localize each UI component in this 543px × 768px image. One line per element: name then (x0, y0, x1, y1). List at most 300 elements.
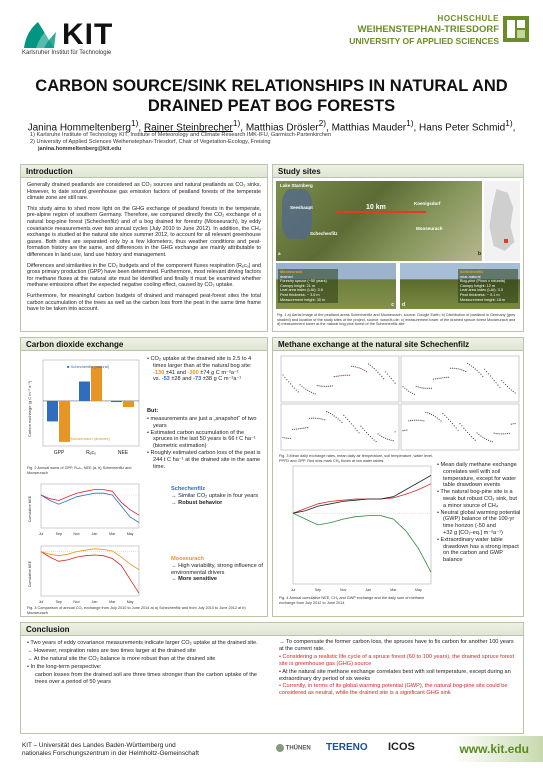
data-point (402, 386, 403, 387)
data-point (427, 388, 428, 389)
data-point (391, 378, 392, 379)
header (0, 0, 543, 66)
data-point (478, 434, 479, 435)
germany-shape (488, 189, 516, 251)
data-point (395, 431, 396, 432)
data-point (440, 420, 441, 421)
data-point (475, 440, 476, 441)
data-point (418, 386, 419, 387)
aerial-image (276, 181, 482, 261)
data-point (358, 367, 359, 368)
data-point (345, 375, 346, 376)
data-point (442, 377, 443, 378)
data-point (307, 427, 308, 428)
data-point (294, 388, 295, 389)
title-line-2: DRAINED PEAT BOG FORESTS (147, 97, 396, 115)
contact-email[interactable]: janina.hommeltenberg@kit.edu (38, 146, 122, 152)
data-point (486, 371, 487, 372)
y-axis-label: Cumulative NEE (28, 560, 32, 588)
methane-bullet: • Extraordinary water table drawdown has a strong impact on the carbon and GWP balance (443, 537, 521, 564)
data-point (292, 429, 293, 430)
data-point (484, 438, 485, 439)
data-point (393, 440, 394, 441)
co2-bullet: • measurements are just a „snapshot“ of two years (153, 416, 265, 430)
schechenfilz-info-line: Leaf area index (LAI): 3.3 (460, 288, 503, 293)
conclusion-item: • Currently, in terms of its global warming potential (GWP), the natural bog-pine site could be considered as neutral, while the drained site is a significant GHG sink (279, 683, 508, 697)
data-point (507, 386, 508, 387)
data-point (505, 384, 506, 385)
footer (0, 736, 543, 768)
data-point (473, 438, 474, 439)
data-point (389, 439, 390, 440)
figure-4-caption: Fig. 4 Annual cumulative NEE, CH₄ and GWP exchange and the daily sum of methane exchange from July 2012 to June 2014 (279, 596, 425, 605)
value-unit: ±38 g C m⁻²a⁻¹ (201, 376, 242, 383)
intro-paragraph-1: Generally drained peatlands are considered as CO₂ sources and natural peatlands as CO₂ sinks. However, to date sound greenhouse gas emission factors of peatland forests of the temperate climate zone are still rare. (27, 182, 261, 202)
data-point (501, 380, 502, 381)
mooseurach-info-line: Peat thickness: ~ 3.6 m (280, 292, 320, 297)
data-point (414, 394, 415, 395)
data-point (315, 418, 316, 419)
data-point (282, 437, 283, 438)
data-point (372, 438, 373, 439)
data-point (349, 375, 350, 376)
data-point (408, 420, 409, 421)
data-point (467, 432, 468, 433)
data-point (499, 387, 500, 388)
data-point (334, 415, 335, 416)
data-point (501, 433, 502, 434)
data-point (437, 417, 438, 418)
data-point (490, 375, 491, 376)
data-point (439, 378, 440, 379)
data-point (433, 415, 434, 416)
data-point (330, 413, 331, 414)
x-tick-label: Rₑcₒ (86, 450, 96, 456)
x-tick-label: Mar (109, 532, 116, 536)
data-point (368, 434, 369, 435)
data-point (496, 433, 497, 434)
y-axis-label: Carbon exchange (g C m⁻² a⁻¹) (27, 380, 32, 438)
hswt-logo (289, 14, 529, 54)
data-point (494, 433, 495, 434)
data-point (376, 370, 377, 371)
data-point (458, 368, 459, 369)
scale-label: 10 km (366, 204, 386, 211)
data-point (300, 428, 301, 429)
data-point (492, 441, 493, 442)
timeseries-panel (401, 404, 519, 450)
legend-schechenfilz: ■ Schechenfilz (natural) (67, 364, 110, 369)
data-point (385, 438, 386, 439)
data-point (328, 386, 329, 387)
bar (123, 401, 134, 407)
data-point (490, 441, 491, 442)
data-point (313, 393, 314, 394)
schechenfilz-info-line: near-natural (460, 274, 481, 279)
data-point (379, 374, 380, 375)
data-point (379, 435, 380, 436)
data-point (343, 415, 344, 416)
x-tick-label: Sep (314, 588, 322, 592)
mooseurach-info (278, 269, 338, 303)
data-point (385, 371, 386, 372)
data-point (387, 439, 388, 440)
x-tick-label: NEE (117, 450, 129, 456)
x-tick-label: Jan (91, 532, 98, 536)
x-tick-label: Nov (73, 600, 80, 604)
data-point (376, 441, 377, 442)
data-point (402, 430, 403, 431)
conclusion-item: • In the long-term perspective: (27, 663, 102, 670)
data-point (353, 366, 354, 367)
co2-exchange-panel (20, 337, 268, 617)
data-point (515, 392, 516, 393)
data-point (298, 428, 299, 429)
x-tick-label: May (415, 588, 422, 592)
conclusion-item: → To compensate the former carbon loss, the spruces have to fix carbon for another 100 years at the current rate. (279, 639, 514, 652)
data-point (320, 418, 321, 419)
data-point (421, 420, 422, 421)
data-point (469, 364, 470, 365)
conclusion-item: → However, respiration rates are two times larger at the drained site (27, 647, 196, 654)
x-tick-label: GPP (53, 450, 65, 456)
co2-bullet: • Roughly estimated carbon loss of the peat is 244 t C ha⁻¹ at the drained site in the same time. (153, 450, 265, 470)
methane-findings-list (437, 462, 521, 564)
data-point (496, 382, 497, 383)
thuenen-logo (276, 744, 311, 752)
title-line-1: CARBON SOURCE/SINK RELATIONSHIPS IN NATURAL AND (35, 77, 508, 95)
data-point (477, 370, 478, 371)
bar (91, 366, 102, 401)
data-point (452, 423, 453, 424)
schechenfilz-title: Schechenfilz (171, 486, 206, 492)
data-point (301, 428, 302, 429)
co2-bullet (150, 356, 265, 383)
data-point (336, 376, 337, 377)
mooseurach-info-line: Canopy height: 21 m (280, 283, 316, 288)
data-point (494, 380, 495, 381)
tereno-logo: TERENO (326, 742, 368, 753)
data-point (410, 420, 411, 421)
data-point (324, 386, 325, 387)
data-point (471, 365, 472, 366)
data-point (440, 378, 441, 379)
affiliation-2: 2) University of Applied Sciences Weihenstephan-Triesdorf, Chair of Vegetation-Ecology, Freising (30, 139, 271, 145)
data-point (284, 437, 285, 438)
schechenfilz-summary (171, 486, 265, 506)
kit-logo-icon (20, 14, 60, 50)
site-label-mooseurach: Mooseurach (416, 226, 443, 231)
data-point (330, 386, 331, 387)
data-point (480, 374, 481, 375)
x-tick-label: May (126, 600, 134, 604)
data-point (503, 433, 504, 434)
x-tick-label: May (126, 532, 134, 536)
data-point (442, 413, 443, 414)
scale-bar (336, 211, 426, 213)
data-point (429, 413, 430, 414)
site-label-schechenfilz: Schechenfilz (310, 231, 338, 236)
data-point (381, 376, 382, 377)
data-point (480, 435, 481, 436)
data-point (288, 438, 289, 439)
kit-wordmark: KIT (62, 18, 114, 51)
author-end: , (512, 122, 516, 134)
data-point (339, 375, 340, 376)
mooseurach-title: Mooseurach (171, 556, 204, 562)
data-point (353, 425, 354, 426)
footer-line-2: nationales Forschungszentrum in der Helmholtz-Gemeinschaft (22, 750, 199, 757)
data-point (284, 377, 285, 378)
intro-paragraph-3: Differences and similarities in the CO₂ budgets and of the component fluxes respiration (Rₑcₒ) and gross primary production (GPP) have been determined. Furthermore, most relevant driving factors for methane fluxes at the natural site must be identified and finally it must be examined whether methane emissions offset the expected negative cooling effect, caused by CO₂ uptake. (27, 262, 261, 289)
data-point (307, 390, 308, 391)
data-point (309, 391, 310, 392)
conclusion-item: carbon losses from the drained soil are three times stronger than the carbon uptake of the trees over a period of 50 years (35, 671, 258, 685)
data-point (381, 436, 382, 437)
figure-2-caption: Fig. 2 Annual sums of GPP, Rₑcₒ, NEE (a, b) Schechenfilz and Mooseurach (27, 466, 132, 475)
data-point (429, 388, 430, 389)
data-point (322, 386, 323, 387)
lake-label: Lake Starnberg (280, 183, 313, 188)
data-point (309, 418, 310, 419)
x-tick-label: Sep (55, 532, 63, 536)
icos-logo: ICOS (388, 741, 415, 753)
data-point (416, 386, 417, 387)
x-tick-label: Nov (73, 532, 80, 536)
study-map (276, 181, 520, 309)
data-point (336, 417, 337, 418)
data-point (444, 415, 445, 416)
x-tick-label: Nov (339, 588, 347, 592)
data-point (461, 369, 462, 370)
data-point (377, 372, 378, 373)
data-point (338, 376, 339, 377)
co2-heading: Carbon dioxide exchange (21, 338, 267, 351)
mooseurach-photo (276, 263, 396, 309)
hswt-mark-icon (503, 16, 529, 42)
bar (47, 401, 58, 421)
data-point (383, 437, 384, 438)
data-point (360, 368, 361, 369)
data-point (303, 428, 304, 429)
data-point (294, 429, 295, 430)
panel-tag-c: c (391, 302, 394, 308)
value-mooseurach-2: -300 (187, 369, 199, 376)
conclusion-right-column (279, 639, 519, 698)
data-point (511, 424, 512, 425)
value-unit: ±74 g C m⁻²a⁻¹ (198, 369, 239, 376)
schechenfilz-point-2: → Robust behavior (171, 499, 223, 506)
data-point (351, 423, 352, 424)
x-tick-label: Jul (290, 588, 296, 592)
hswt-line2: WEIHENSTEPHAN-TRIESDORF (357, 24, 499, 35)
data-point (387, 373, 388, 374)
co2-but-label: But: (147, 408, 159, 414)
value-schechenfilz-2: -73 (193, 376, 202, 383)
value-mooseurach-1: -130 (153, 369, 165, 376)
mooseurach-point-2: → More sensitive (171, 576, 218, 583)
data-point (425, 388, 426, 389)
kit-website-link[interactable]: www.kit.edu (459, 742, 529, 756)
data-point (368, 363, 369, 364)
data-point (515, 423, 516, 424)
study-sites-heading: Study sites (273, 165, 523, 178)
data-point (456, 368, 457, 369)
data-point (469, 434, 470, 435)
data-point (374, 439, 375, 440)
data-point (296, 390, 297, 391)
data-point (315, 393, 316, 394)
conclusion-text: In the long-term perspective: (30, 663, 102, 670)
data-point (404, 430, 405, 431)
author-1-sup: 1) (130, 118, 139, 128)
y-axis-label: Cumulative NEE (28, 495, 32, 523)
data-point (317, 418, 318, 419)
data-point (298, 391, 299, 392)
data-point (292, 386, 293, 387)
schechenfilz-info-line: Canopy height: 12 m (460, 283, 496, 288)
conclusion-text: Considering a realistic life cycle of a spruce forest (60 to 100 years), the drained spruce forest site is greenhouse gas (GHG) source (279, 653, 515, 667)
footer-text (22, 742, 199, 758)
data-point (505, 433, 506, 434)
data-point (305, 427, 306, 428)
x-tick-label: Jul (38, 600, 44, 604)
author-2: Rainer Steinbrecher (143, 122, 233, 134)
mooseurach-info-line: Leaf area index (LAI): 3.6 (280, 288, 323, 293)
x-tick-label: Jan (91, 600, 98, 604)
site-label-seeshaupt: Seeshaupt (290, 205, 313, 210)
data-point (345, 417, 346, 418)
methane-bullet: • The natural bog-pine site is a weak but robust CO₂ sink, but a minor source of CH₄ (443, 489, 521, 509)
data-point (423, 388, 424, 389)
germany-map (478, 181, 520, 261)
data-point (450, 368, 451, 369)
data-point (377, 433, 378, 434)
intro-paragraph-4: Furthermore, for meaningful carbon budgets of drained and managed peat-forest sites the total carbon accumulation of the trees as well as the carbon loss from the peat in the same time frame have to be taken into account. (27, 292, 261, 313)
co2-bullet-text: CO₂ uptake at the drained site is 2.5 to 4 times larger than at the natural bog site: (150, 356, 252, 369)
data-point (488, 440, 489, 441)
data-point (360, 426, 361, 427)
data-point (467, 363, 468, 364)
data-point (358, 432, 359, 433)
schechenfilz-photo (400, 263, 520, 309)
data-point (492, 378, 493, 379)
mooseurach-info-line: drained (280, 274, 293, 279)
data-point (322, 419, 323, 420)
data-point (311, 392, 312, 393)
data-point (349, 421, 350, 422)
data-point (326, 411, 327, 412)
data-point (427, 412, 428, 413)
schechenfilz-info-line: Measurement height: 18 m (460, 297, 506, 302)
data-point (420, 420, 421, 421)
author-3: , Matthias Drösler (240, 122, 319, 134)
data-point (364, 370, 365, 371)
data-point (484, 369, 485, 370)
conclusion-text: Two years of eddy covariance measurements indicate larger CO₂ uptake at the drained site. (30, 640, 258, 646)
data-point (326, 386, 327, 387)
value-text: ±41 and (164, 369, 188, 376)
conclusion-left-column (27, 640, 267, 686)
data-point (418, 420, 419, 421)
data-point (420, 387, 421, 388)
data-point (338, 418, 339, 419)
data-point (355, 366, 356, 367)
schechenfilz-info-title: Schechenfilz (460, 270, 484, 274)
cumulative-nee-chart-schechenfilz (25, 480, 143, 538)
data-point (450, 421, 451, 422)
data-point (311, 418, 312, 419)
author-5-sup: 1) (505, 118, 513, 128)
data-point (355, 428, 356, 429)
data-point (454, 425, 455, 426)
data-point (286, 438, 287, 439)
hswt-line3: UNIVERSITY OF APPLIED SCIENCES (349, 36, 499, 46)
data-point (444, 377, 445, 378)
data-point (435, 378, 436, 379)
kit-subtitle: Karlsruher Institut für Technologie (22, 50, 112, 56)
co2-but-list (147, 416, 265, 470)
data-point (339, 420, 340, 421)
plot-frame (293, 466, 431, 584)
affiliations (30, 132, 331, 153)
data-point (370, 365, 371, 366)
methane-bullet-text: +32 g [CO₂-eq.] m⁻²a⁻¹) (443, 529, 503, 536)
data-point (410, 392, 411, 393)
data-point (290, 438, 291, 439)
value-text: ±28 and (169, 376, 194, 383)
value-schechenfilz-1: -53 (161, 376, 170, 383)
x-tick-label: Jul (38, 532, 44, 536)
data-point (439, 419, 440, 420)
schechenfilz-point-1: → Similar CO₂ uptake in four years (171, 492, 259, 499)
timeseries-panel (401, 356, 519, 402)
thuenen-icon (276, 744, 284, 752)
data-point (448, 419, 449, 420)
poster-title (10, 76, 533, 116)
data-point (296, 429, 297, 430)
figure-1-caption: Fig. 1 a) Aerial image of the peatland areas Schechenfilz and Mooseurach, source: Google Earth; b) Distribution of peatland in Germany (grey shaded) and location of the study sites of the project, source: www.lfu.de; c) measurement tower of the drained spruce forest Mooseurach and d) measurement tower at the natural bog pine forest of the Schechenfilz site. (277, 313, 516, 327)
legend-mooseurach: ■ Mooseurach (drained) (67, 436, 110, 441)
plot-frame (41, 546, 139, 596)
data-point (421, 387, 422, 388)
data-point (357, 430, 358, 431)
co2-findings-list (147, 356, 265, 383)
data-point (433, 379, 434, 380)
data-point (461, 425, 462, 426)
data-point (374, 368, 375, 369)
conclusion-text: Currently, in terms of its global warming potential (GWP), the natural bog-pine site could be considered as neutral, while the drained site is a significant GHG sink (279, 683, 508, 697)
schechenfilz-info-line: Bog-pine (Pinus x rotunda) (460, 279, 506, 284)
data-point (341, 422, 342, 423)
data-point (475, 368, 476, 369)
mooseurach-summary (171, 556, 265, 583)
data-point (324, 419, 325, 420)
author-list: Janina Hommeltenberg$^{1)}$, Rainer Steinbrecher$^{1)}$, Matthias Drösler$^{2)}$, Matthias Mauder$^{1)}$, Hans Peter Schmid$^{1)}$, (27, 118, 516, 134)
data-point (459, 369, 460, 370)
introduction-body (27, 182, 261, 317)
panel-tag-a: a (278, 251, 281, 256)
data-point (343, 375, 344, 376)
data-point (511, 389, 512, 390)
data-point (408, 391, 409, 392)
data-point (423, 420, 424, 421)
data-point (282, 374, 283, 375)
co2-bullet: • Estimated carbon accumulation of the spruces in the last 50 years is 66 t C ha⁻¹ (biometric estimation) (153, 430, 265, 450)
bar (111, 401, 122, 402)
introduction-panel (20, 164, 268, 332)
site-label-koenigsdorf: Koenigsdorf (414, 201, 441, 206)
